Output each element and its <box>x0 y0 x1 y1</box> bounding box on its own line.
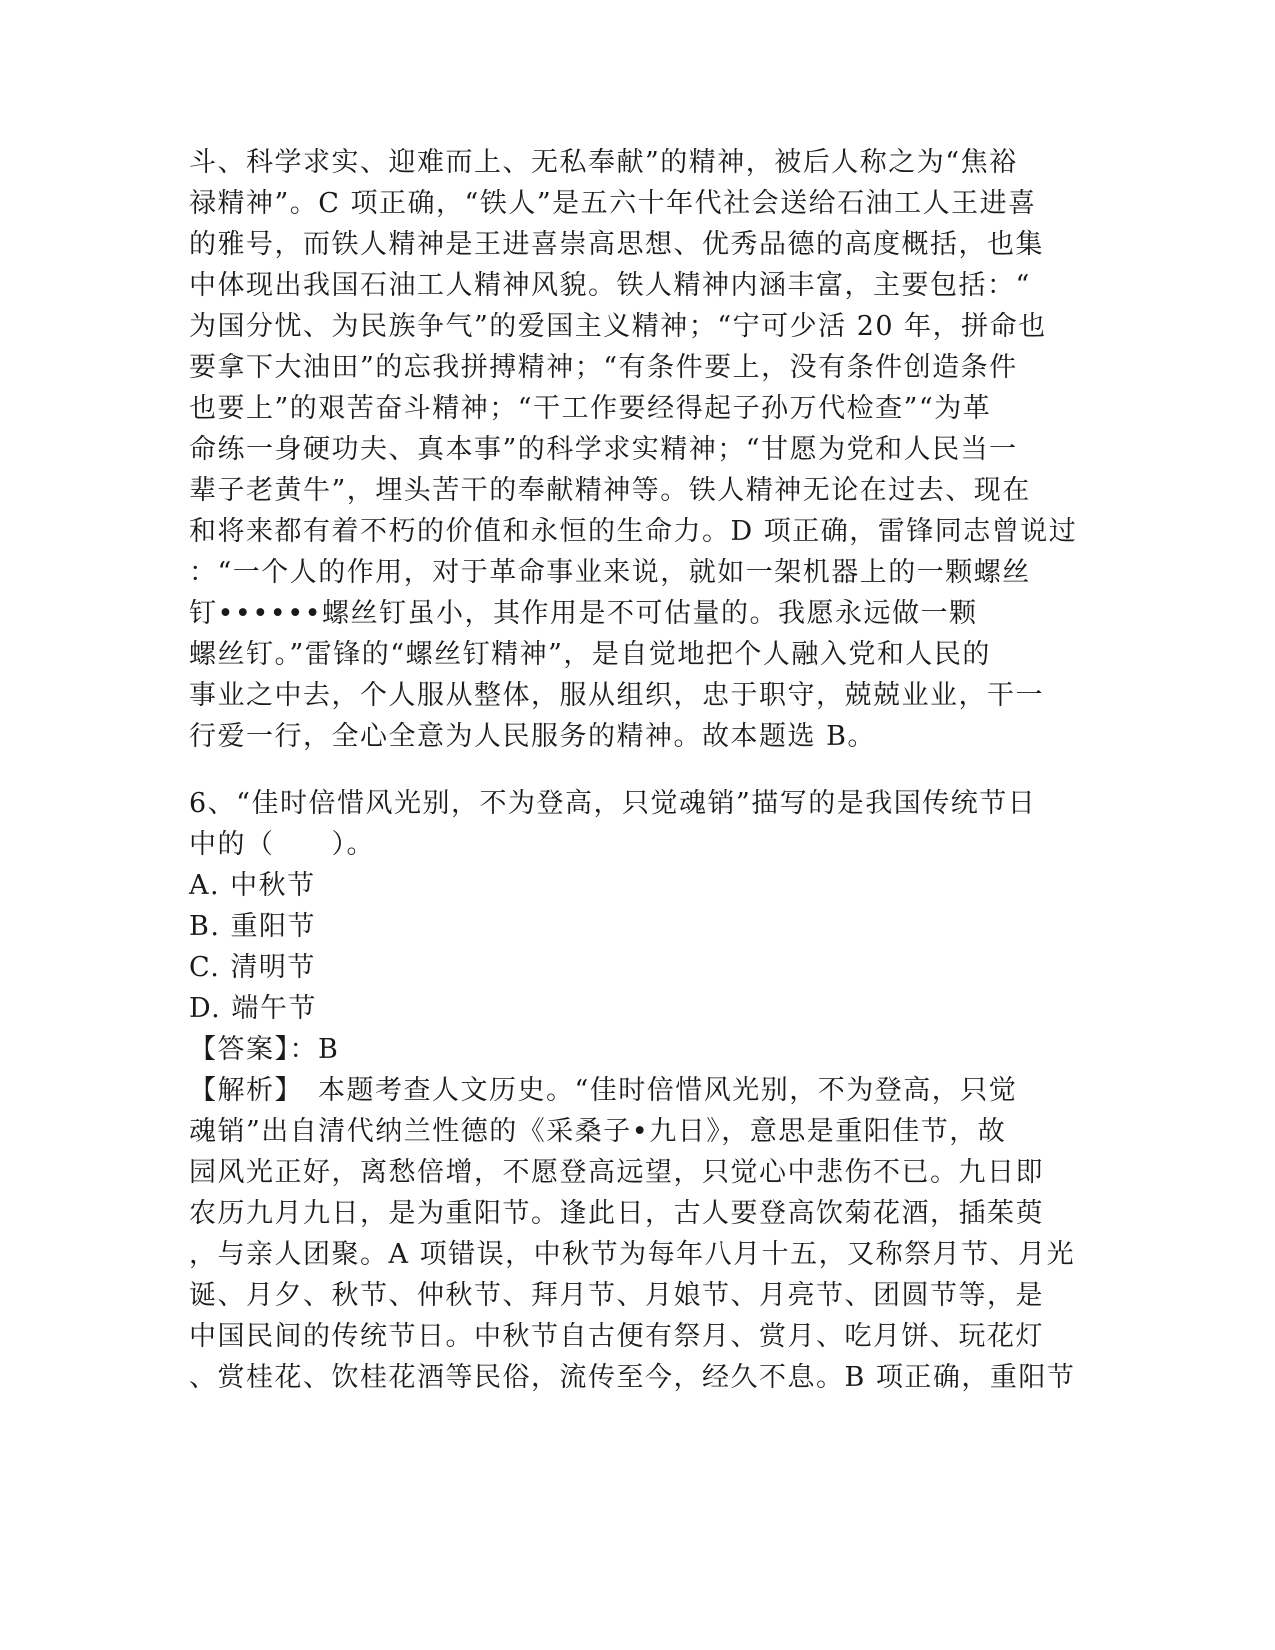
explanation-line: 为国分忧、为民族争气”的爱国主义精神；“宁可少活 20 年，拼命也 <box>189 311 1047 342</box>
question-stem-line: 中的（ ）。 <box>189 829 375 860</box>
analysis-line: ，与亲人团聚。A 项错误，中秋节为每年八月十五，又称祭月节、月光 <box>189 1239 1076 1270</box>
question-stem-line: 6、“佳时倍惜风光别，不为登高，只觉魂销”描写的是我国传统节日 <box>189 788 1037 819</box>
analysis-line: 、赏桂花、饮桂花酒等民俗，流传至今，经久不息。B 项正确，重阳节 <box>189 1362 1076 1393</box>
option-b: B. 重阳节 <box>189 911 317 942</box>
explanation-line: 事业之中去，个人服从整体，服从组织，忠于职守，兢兢业业，干一 <box>189 680 1044 711</box>
explanation-line: 和将来都有着不朽的价值和永恒的生命力。D 项正确，雷锋同志曾说过 <box>189 516 1078 547</box>
explanation-line: 钉••••••螺丝钉虽小，其作用是不可估量的。我愿永远做一颗 <box>189 598 978 629</box>
explanation-line: 中体现出我国石油工人精神风貌。铁人精神内涵丰富，主要包括：“ <box>189 270 1031 301</box>
option-c: C. 清明节 <box>189 952 316 983</box>
option-a: A. 中秋节 <box>189 870 316 901</box>
explanation-line: 命练一身硬功夫、真本事”的科学求实精神；“甘愿为党和人民当一 <box>189 434 1018 465</box>
explanation-line: ：“一个人的作用，对于革命事业来说，就如一架机器上的一颗螺丝 <box>189 557 1031 588</box>
explanation-line: 也要上”的艰苦奋斗精神；“干工作要经得起子孙万代检查”“为革 <box>189 393 992 424</box>
analysis-line: 诞、月夕、秋节、仲秋节、拜月节、月娘节、月亮节、团圆节等，是 <box>189 1280 1044 1311</box>
answer-line: 【答案】：B <box>189 1034 340 1065</box>
explanation-line: 斗、科学求实、迎难而上、无私奉献”的精神，被后人称之为“焦裕 <box>189 147 1018 178</box>
analysis-line: 园风光正好，离愁倍增，不愿登高远望，只觉心中悲伤不已。九日即 <box>189 1157 1044 1188</box>
analysis-line: 【解析】 本题考查人文历史。“佳时倍惜风光别，不为登高，只觉 <box>189 1075 1018 1106</box>
analysis-line: 农历九月九日，是为重阳节。逢此日，古人要登高饮菊花酒，插茱萸 <box>189 1198 1044 1229</box>
option-d: D. 端午节 <box>189 993 317 1024</box>
analysis-line: 中国民间的传统节日。中秋节自古便有祭月、赏月、吃月饼、玩花灯 <box>189 1321 1044 1352</box>
explanation-line: 行爱一行，全心全意为人民服务的精神。故本题选 B。 <box>189 721 876 752</box>
explanation-line: 的雅号，而铁人精神是王进喜崇高思想、优秀品德的高度概括，也集 <box>189 229 1044 260</box>
analysis-line: 魂销”出自清代纳兰性德的《采桑子•九日》，意思是重阳佳节，故 <box>189 1116 1007 1147</box>
explanation-line: 辈子老黄牛”，埋头苦干的奉献精神等。铁人精神无论在过去、现在 <box>189 475 1031 506</box>
explanation-line: 禄精神”。C 项正确，“铁人”是五六十年代社会送给石油工人王进喜 <box>189 188 1037 219</box>
explanation-line: 要拿下大油田”的忘我拼搏精神；“有条件要上，没有条件创造条件 <box>189 352 1018 383</box>
explanation-line: 螺丝钉。”雷锋的“螺丝钉精神”，是自觉地把个人融入党和人民的 <box>189 639 991 670</box>
